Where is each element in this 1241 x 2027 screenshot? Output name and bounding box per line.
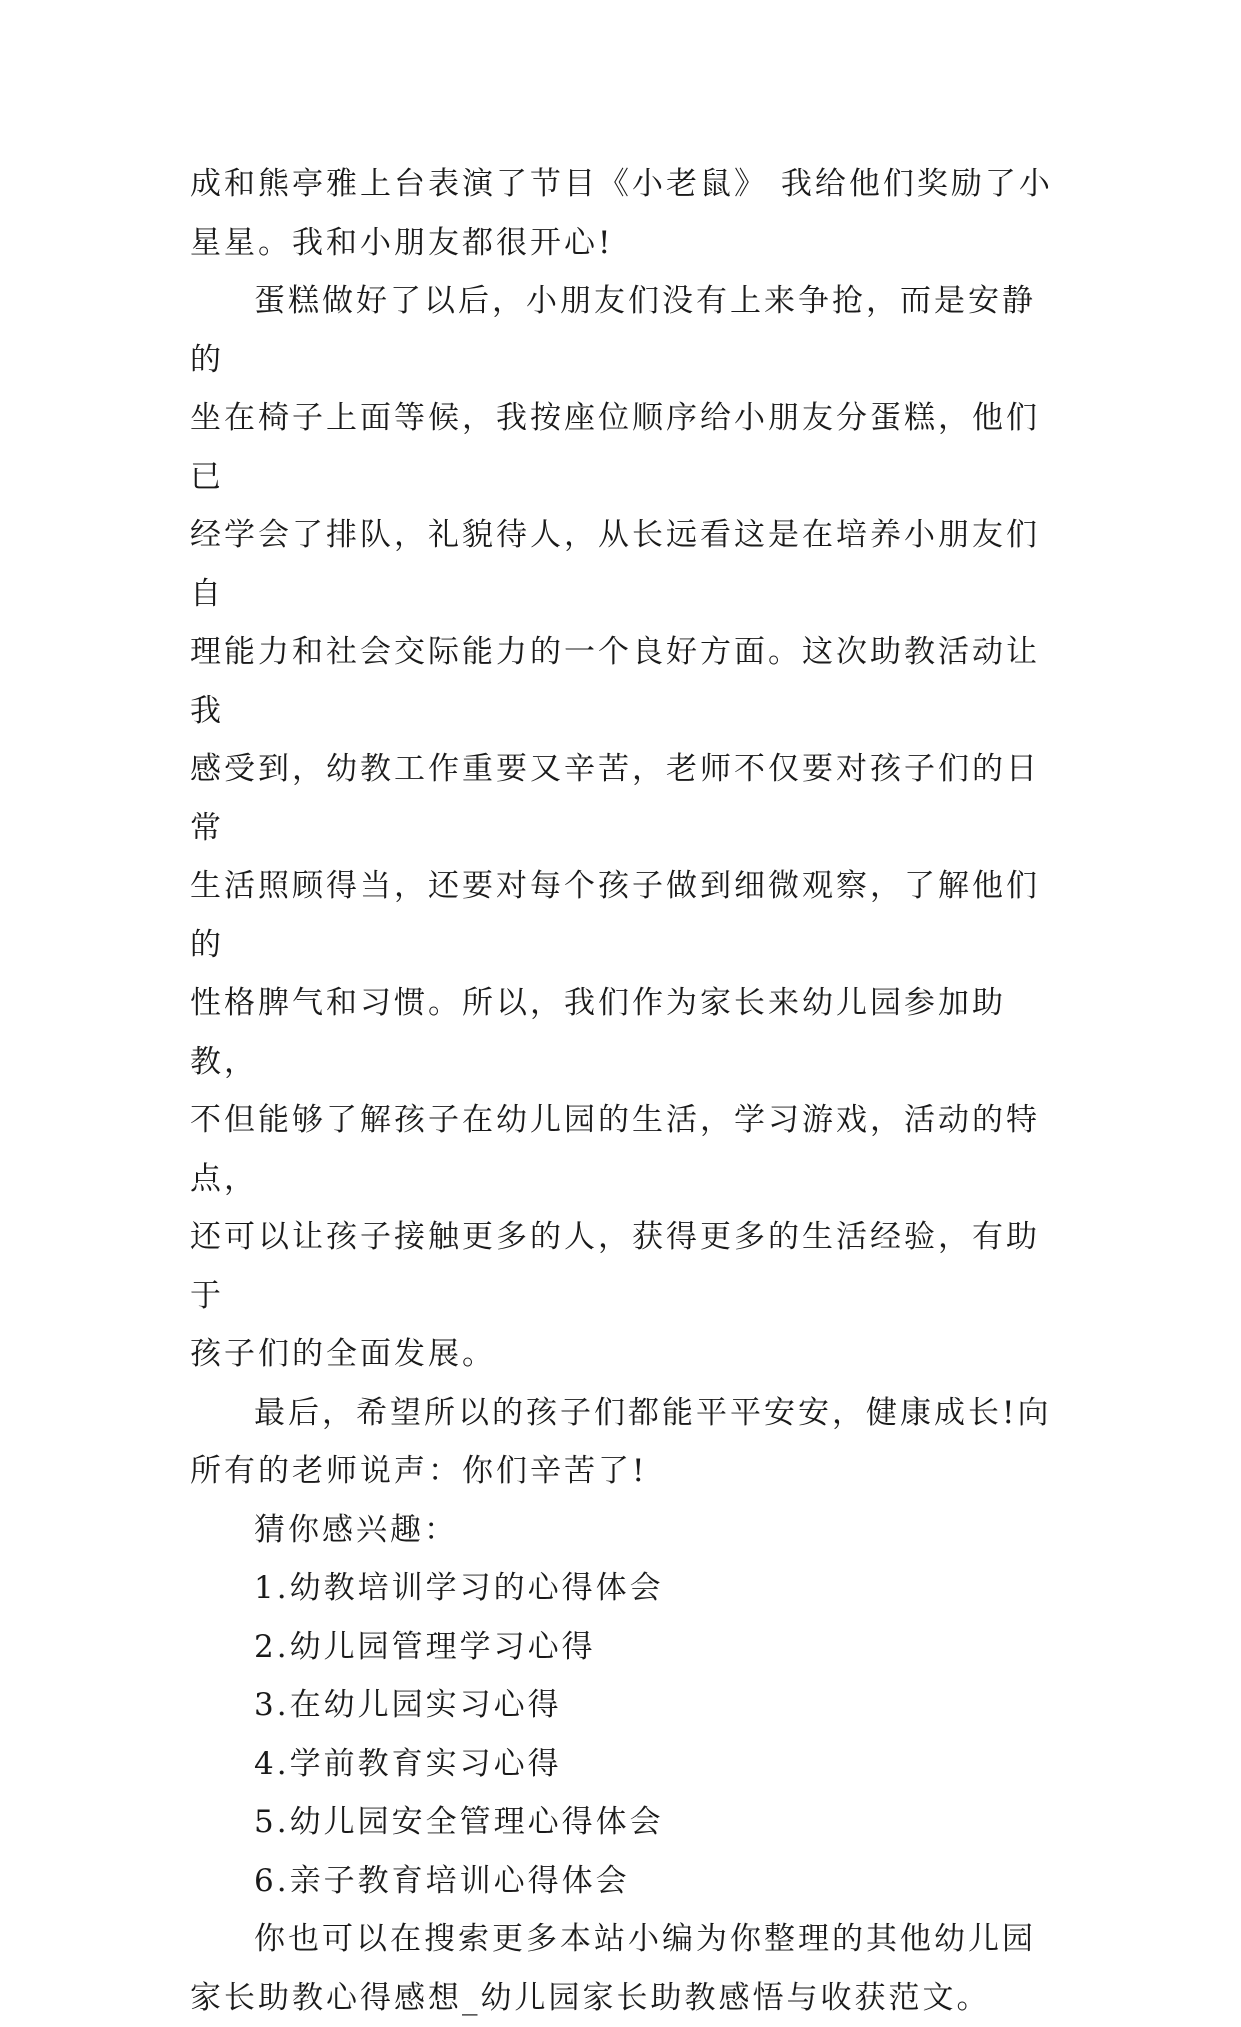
paragraph-continuation: 成和熊亭雅上台表演了节目《小老鼠》 我给他们奖励了小 星星。我和小朋友都很开心!: [190, 166, 1053, 261]
related-item-4[interactable]: 4.学前教育实习心得: [254, 1745, 562, 1782]
paragraph-closing-wish: 最后，希望所以的孩子们都能平平安安，健康成长!向 所有的老师说声：你们辛苦了!: [190, 1394, 1052, 1489]
paragraph-cake: 蛋糕做好了以后，小朋友们没有上来争抢，而是安静的 坐在椅子上面等候，我按座位顺序给小朋友分蛋糕，他们已 经学会了排队，礼貌待人，从长远看这是在培养小朋友们自 理能力和社会交际能力的一个良好方面。这次助教活动让我 感受到，幼教工作重要又辛苦，老师不仅要对孩子们的日常 生活照顾得当，还要对每个孩子做到细微观察，了解他们的 性格脾气和习惯。所以，我们作为家长来幼儿园参加助教， 不但能够了解孩子在幼儿园的生活，学习游戏，活动的特点， 还可以让孩子接触更多的人，获得更多的生活经验，有助于 孩子们的全面发展。: [190, 283, 1040, 1372]
related-item-3[interactable]: 3.在幼儿园实习心得: [254, 1687, 562, 1723]
related-heading: 猜你感兴趣：: [254, 1511, 458, 1548]
related-item-2[interactable]: 2.幼儿园管理学习心得: [254, 1628, 596, 1665]
related-item-6[interactable]: 6.亲子教育培训心得体会: [254, 1862, 630, 1899]
related-item-1[interactable]: 1.幼教培训学习的心得体会: [254, 1570, 664, 1606]
document-body: [190, 155, 1060, 2027]
related-item-5[interactable]: 5.幼儿园安全管理心得体会: [254, 1804, 664, 1840]
closing-note: 你也可以在搜索更多本站小编为你整理的其他幼儿园 家长助教心得感想_幼儿园家长助教感悟与收获范文。: [190, 1921, 1036, 2016]
